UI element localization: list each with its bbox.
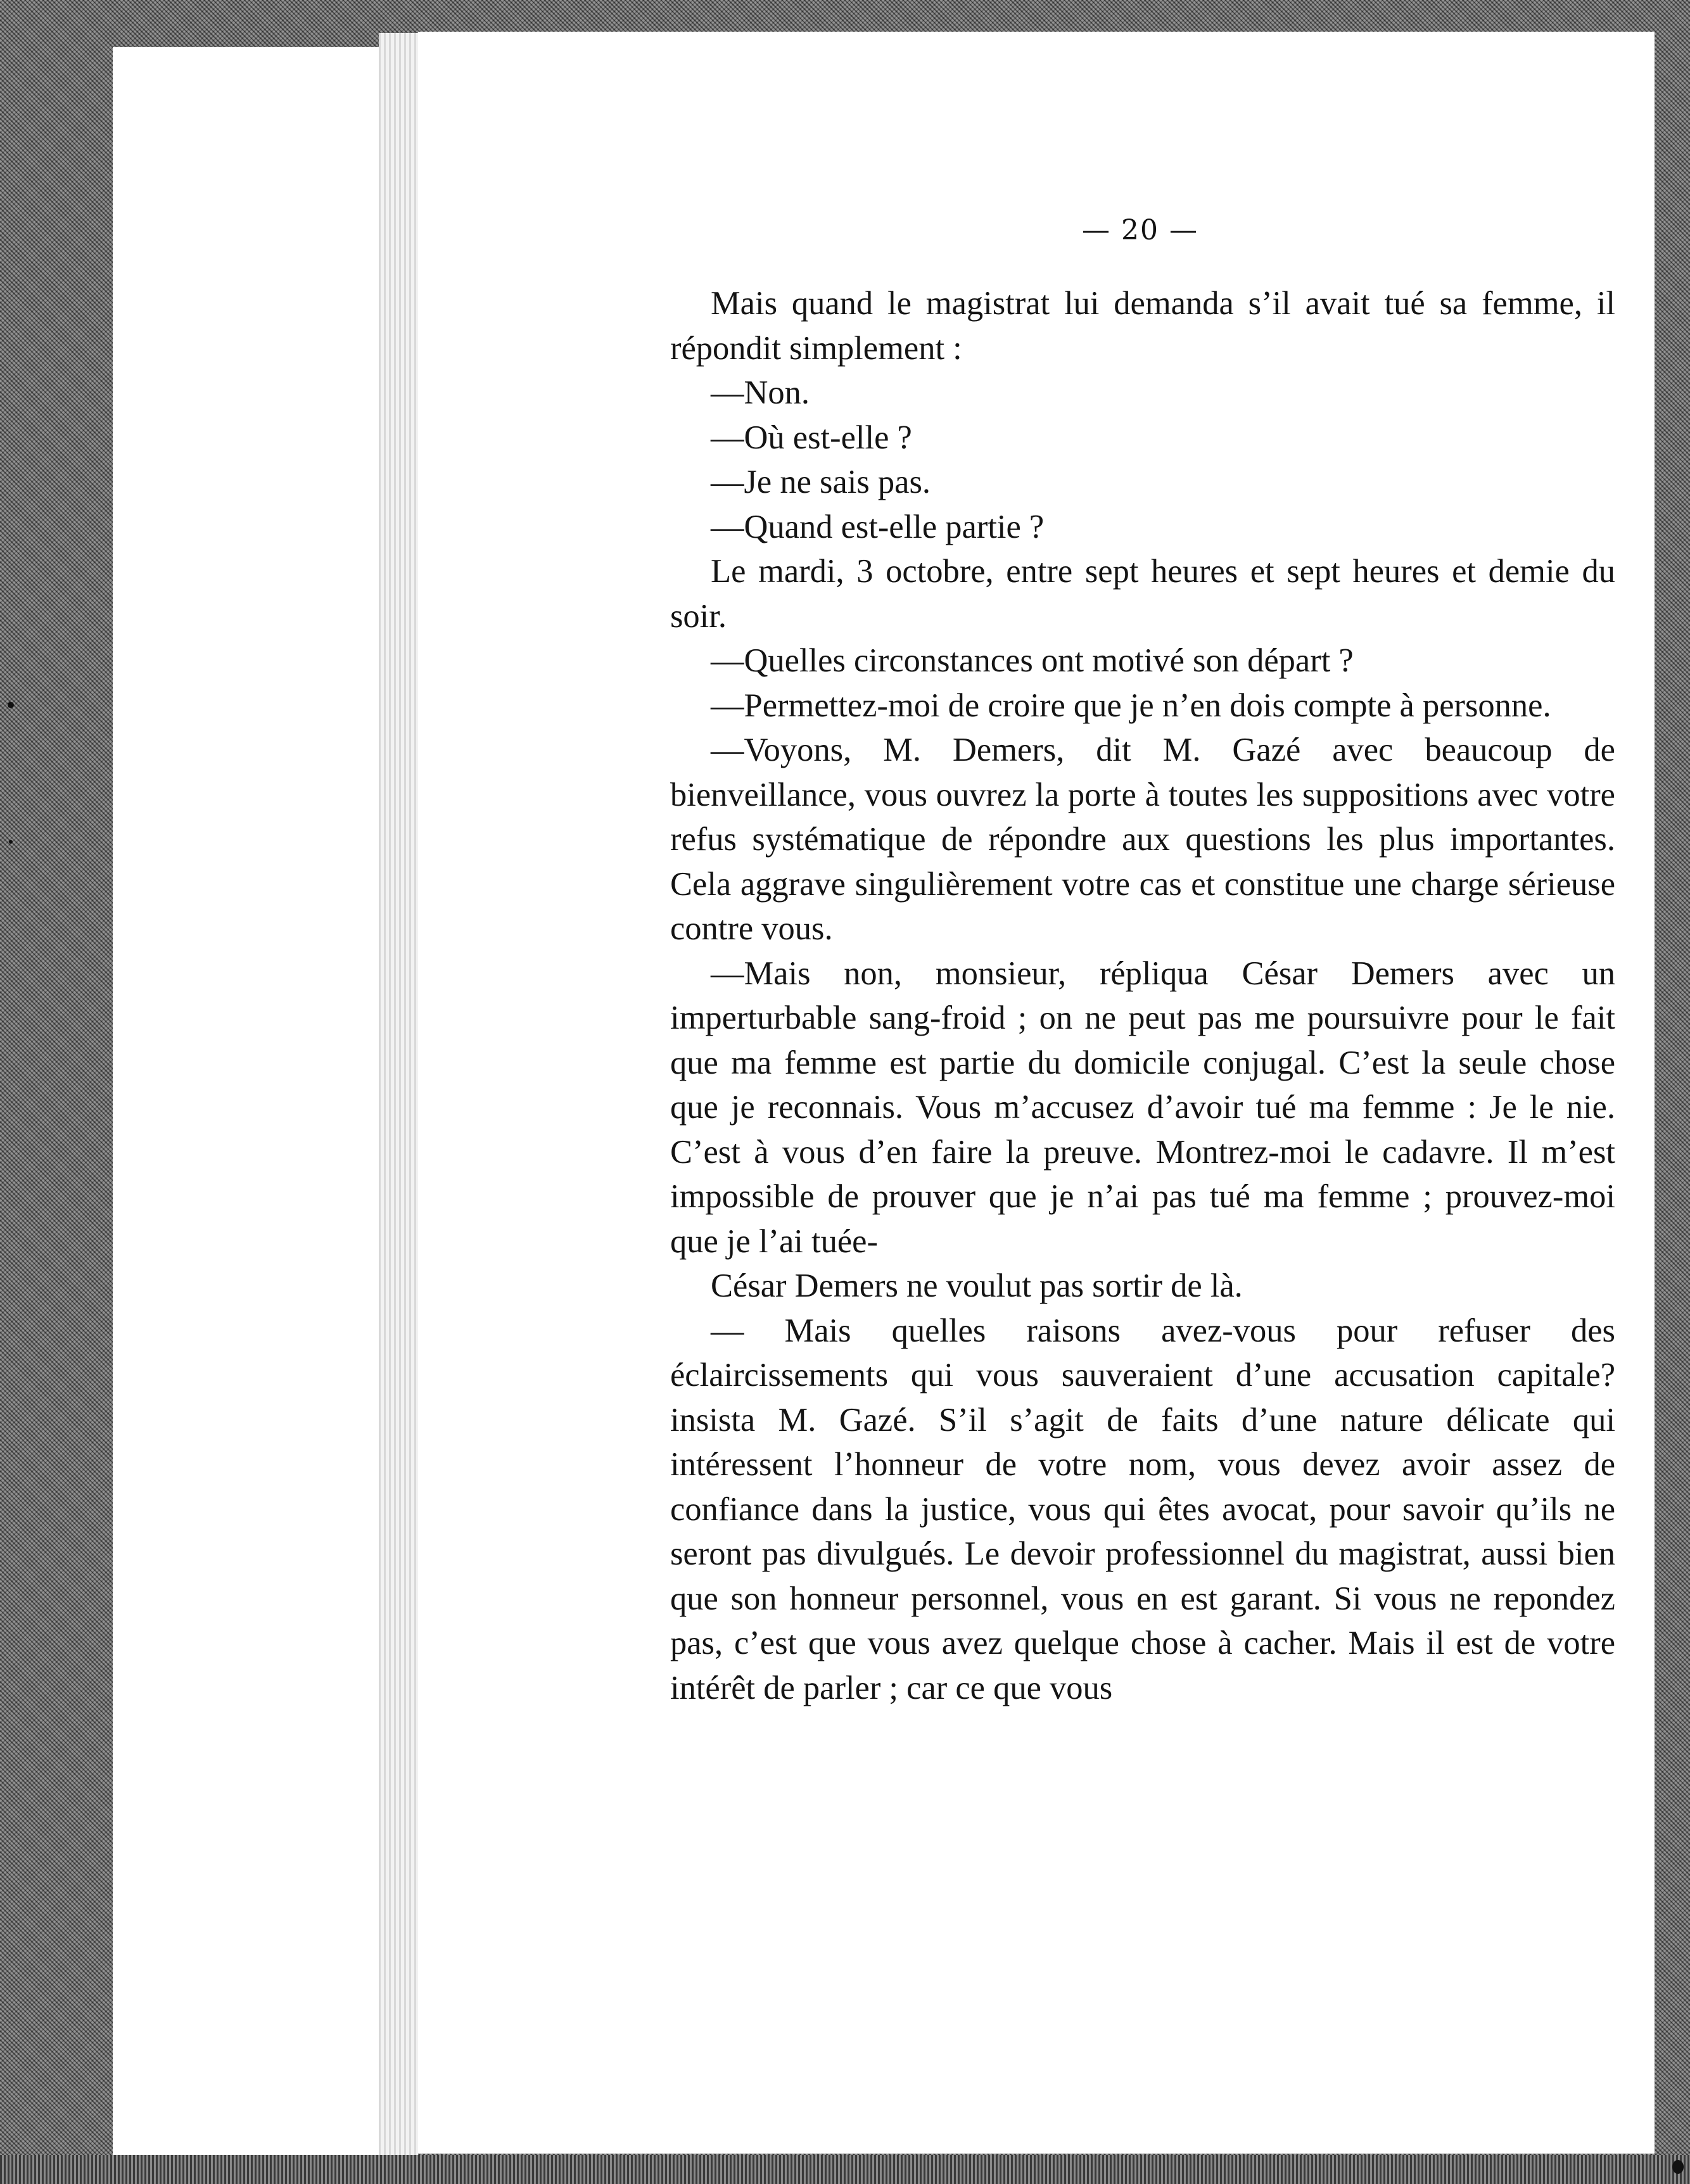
left-page-blank [113, 47, 380, 2156]
scan-speck [1672, 2160, 1684, 2174]
paragraph: —Mais non, monsieur, répliqua César Demers avec un imperturbable sang-froid ; on ne peut pas me poursuivre pour le fait que ma femme est partie du domicile conjugal. C’est la seule chose que je reconnais. Vous m’accusez d’avoir tué ma femme : Je le nie. C’est à vous d’en faire la preuve. Montrez-moi le cadavre. Il m’est impossible de prouver que je n’ai pas tué ma femme ; prouvez-moi que je l’ai tuée- [670, 955, 1615, 1260]
paragraph: —Permettez-moi de croire que je n’en dois compte à personne. [711, 687, 1551, 724]
bottom-cover-edge [0, 2155, 1690, 2184]
paragraph: Mais quand le magistrat lui demanda s’il avait tué sa femme, il répondit simplement : [670, 285, 1615, 367]
paragraph: —Quand est-elle partie ? [711, 508, 1045, 545]
page-edges [379, 33, 418, 2155]
paragraph: —Non. [711, 374, 810, 411]
page-number: — 20 — [1082, 214, 1198, 246]
paragraph: —Je ne sais pas. [711, 464, 931, 500]
paragraph: César Demers ne voulut pas sortir de là. [711, 1267, 1243, 1304]
scan-speck [9, 840, 13, 844]
paragraph: —Où est-elle ? [711, 419, 912, 456]
paragraph: —Voyons, M. Demers, dit M. Gazé avec beaucoup de bienveillance, vous ouvrez la porte à toutes les suppositions avec votre refus systématique de répondre aux questions les plus importantes. Cela aggrave singulièrement votre cas et constitue une charge sérieuse contre vous. [670, 732, 1615, 947]
paragraph: Le mardi, 3 octobre, entre sept heures et sept heures et demie du soir. [670, 553, 1615, 635]
scan-speck [8, 702, 14, 708]
paragraph: —Quelles circonstances ont motivé son départ ? [711, 642, 1354, 679]
body-text [670, 281, 1615, 1710]
paragraph: — Mais quelles raisons avez-vous pour refuser des éclaircissements qui vous sauveraient d’une accusation capitale? insista M. Gazé. S’il s’agit de faits d’une nature délicate qui intéressent l’honneur de votre nom, vous devez avoir assez de confiance dans la justice, vous qui êtes avocat, pour savoir qu’ils ne seront pas divulgués. Le devoir professionnel du magistrat, aussi bien que son honneur personnel, vous en est garant. Si vous ne repondez pas, c’est que vous avez quelque chose à cacher. Mais il est de votre intérêt de parler ; car ce que vous [670, 1312, 1615, 1706]
